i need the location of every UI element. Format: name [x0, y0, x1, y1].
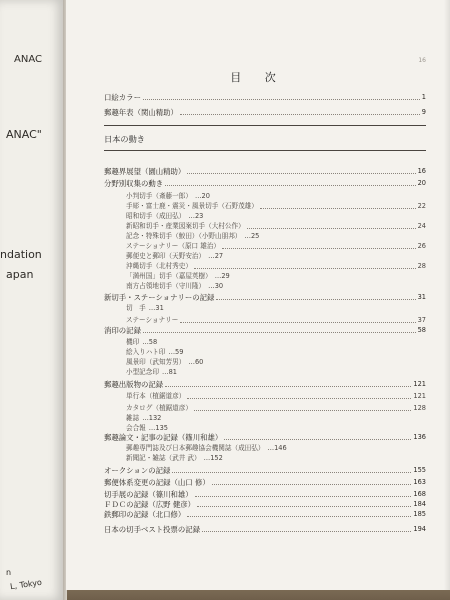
toc-entry-title: 会合報	[126, 424, 146, 432]
toc-entry-page: 168	[413, 490, 426, 498]
leader-dots	[247, 228, 416, 229]
section-bottom-rule	[104, 150, 426, 151]
toc-entry-title: 単行本（植鋸道彦）	[126, 392, 186, 400]
toc-entry-title: 沖縄切手（北村秀史）	[126, 262, 192, 270]
leader-dots	[165, 185, 415, 186]
toc-entry-title: 郵趣界展望（園山精助）	[104, 167, 186, 176]
toc-entry-page: 26	[417, 242, 426, 250]
toc-entry-page: 9	[421, 108, 426, 116]
toc-entry-title: 郵趣専門誌及び日本郵趣協会機関誌（成田弘）	[126, 444, 265, 452]
left-page	[0, 0, 64, 600]
toc-entry-page: 194	[413, 525, 426, 533]
leader-dots	[202, 531, 411, 532]
toc-entry	[104, 378, 426, 390]
toc-entry	[104, 106, 426, 118]
left-page-text: ANAC	[14, 54, 42, 65]
toc-entry-page: 28	[417, 262, 426, 270]
toc-entry-page: 16	[417, 167, 426, 175]
toc-entry-title: 新聞記・雑誌（武井 武）	[126, 454, 201, 462]
toc-entry-page: 136	[413, 433, 426, 441]
toc-entry-title: 南方占領地切手（守川隆）	[126, 282, 206, 290]
toc-entry-title: 鉄郵印の記録（北口修）	[104, 510, 186, 519]
toc-entry-title: 郵便体系変更の記録（山口 修）	[104, 478, 210, 487]
page-edge-shadow	[444, 0, 450, 590]
leader-dots	[143, 99, 420, 100]
toc-entry-page: 22	[417, 202, 426, 210]
toc-entry-page: 121	[413, 380, 426, 388]
leader-dots	[222, 248, 416, 249]
toc-entry-title: 郵便史と郵印（天野安治）	[126, 252, 206, 260]
leader-dots	[197, 506, 411, 507]
leader-dots	[194, 410, 411, 411]
toc-entry-page: …27	[208, 252, 224, 260]
toc-entry-title: 小判切手（斎藤一郎）	[126, 192, 192, 200]
right-page	[66, 0, 450, 590]
toc-entry-page: …135	[148, 424, 168, 432]
page-number: 16	[418, 57, 426, 64]
toc-entry-title: 機印	[126, 338, 140, 346]
toc-entry-title: 郵趣年表（関山精助）	[104, 108, 178, 117]
toc-entry-title: ステーショナリー（原口 雄治）	[126, 242, 221, 250]
toc-entry-page: 1	[421, 93, 426, 101]
toc-entry-page: 37	[417, 316, 426, 324]
toc-entry-title: ＦＤＣの記録（広野 健彦）	[104, 500, 196, 509]
toc-entry-page: …25	[244, 232, 260, 240]
toc-entry-title: 消印の記録	[104, 326, 141, 335]
section-title: 日本の動き	[104, 134, 145, 144]
toc-entry-title: 分野別収集の動き	[104, 179, 164, 188]
toc-subentry	[126, 452, 426, 464]
toc-entry-page: 128	[413, 404, 426, 412]
toc-entry	[104, 464, 426, 476]
toc-entry-page: 163	[413, 478, 426, 486]
toc-entry	[104, 476, 426, 488]
toc-entry-title: 日本の切手ベスト投票の記録	[104, 525, 201, 534]
toc-entry-page: …146	[267, 444, 287, 452]
toc-entry-page: …132	[142, 414, 162, 422]
toc-entry-title: オークションの記録	[104, 466, 171, 475]
toc-entry-title: 郵趣出版物の記録	[104, 380, 164, 389]
toc-entry-title: 「満州国」切手（嘉屋英樹）	[126, 272, 212, 280]
left-page-text: ANAC"	[6, 128, 42, 141]
toc-entry-title: ステーショナリー	[126, 316, 179, 324]
toc-entry-page: 20	[417, 179, 426, 187]
toc-entry-title: 新切手・ステーショナリーの記録	[104, 293, 215, 302]
toc-entry	[104, 91, 426, 103]
leader-dots	[187, 173, 415, 174]
section-top-rule	[104, 125, 426, 126]
leader-dots	[187, 398, 411, 399]
toc-entry-page: …30	[208, 282, 224, 290]
toc-entry-page: 121	[413, 392, 426, 400]
leader-dots	[224, 439, 411, 440]
toc-entry-page: …58	[142, 338, 158, 346]
toc-entry-page: …23	[188, 212, 204, 220]
toc-entry	[104, 508, 426, 520]
toc-entry-title: 切手展の記録（篠川和雄）	[104, 490, 193, 499]
leader-dots	[187, 516, 411, 517]
toc-entry-page: 155	[413, 466, 426, 474]
left-page-text: ndation	[0, 248, 42, 261]
toc-entry-page: …152	[203, 454, 223, 462]
leader-dots	[195, 496, 412, 497]
toc-entry-page: 58	[417, 326, 426, 334]
toc-entry-title: カタログ（植鋸道彦）	[126, 404, 192, 412]
leader-dots	[216, 299, 415, 300]
left-page-text: L, Tokyo	[9, 577, 43, 592]
toc-entry	[104, 324, 426, 336]
toc-entry-page: 184	[413, 500, 426, 508]
left-page-text: n	[6, 568, 12, 577]
toc-entry-page: …59	[168, 348, 184, 356]
toc-entry-title: 手彫・富士鹿・震災・風景切手（石野茂雄）	[126, 202, 258, 210]
toc-entry-title: 切 手	[126, 304, 146, 312]
toc-entry-title: 口絵カラー	[104, 93, 141, 102]
toc-entry-page: …29	[214, 272, 230, 280]
toc-entry-title: 風景印（武知芳男）	[126, 358, 186, 366]
leader-dots	[194, 268, 416, 269]
toc-entry-page: …60	[188, 358, 204, 366]
toc-entry-page: 31	[417, 293, 426, 301]
toc-entry	[104, 165, 426, 177]
toc-entry-page: 24	[417, 222, 426, 230]
leader-dots	[172, 472, 411, 473]
leader-dots	[165, 386, 411, 387]
toc-entry-title: 新昭和切手・産業図案切手（大村公作）	[126, 222, 245, 230]
left-page-text: apan	[6, 268, 34, 281]
toc-entry	[104, 177, 426, 189]
toc-entry-page: …20	[194, 192, 210, 200]
toc-entry-page: …31	[148, 304, 164, 312]
toc-entry	[104, 523, 426, 535]
toc-entry-title: 雑誌	[126, 414, 140, 422]
leader-dots	[180, 114, 420, 115]
toc-subentry	[126, 390, 426, 402]
toc-entry-page: 185	[413, 510, 426, 518]
leader-dots	[180, 322, 415, 323]
leader-dots	[143, 332, 416, 333]
toc-entry-page: …81	[161, 368, 177, 376]
toc-entry-title: 昭和切手（成田弘）	[126, 212, 186, 220]
toc-entry-title: 小型記念印	[126, 368, 159, 376]
toc-subentry	[126, 366, 426, 378]
toc-subentry	[126, 302, 426, 314]
toc-entry-title: 絵入りハト印	[126, 348, 166, 356]
leader-dots	[260, 208, 416, 209]
leader-dots	[212, 484, 412, 485]
toc-entry-title: 郵趣論文・記事の記録（篠川和雄）	[104, 433, 223, 442]
toc-entry-title: 記念・特殊切手（鮫田）（小野山朋邦）	[126, 232, 242, 240]
page-title: 目 次	[230, 71, 286, 84]
